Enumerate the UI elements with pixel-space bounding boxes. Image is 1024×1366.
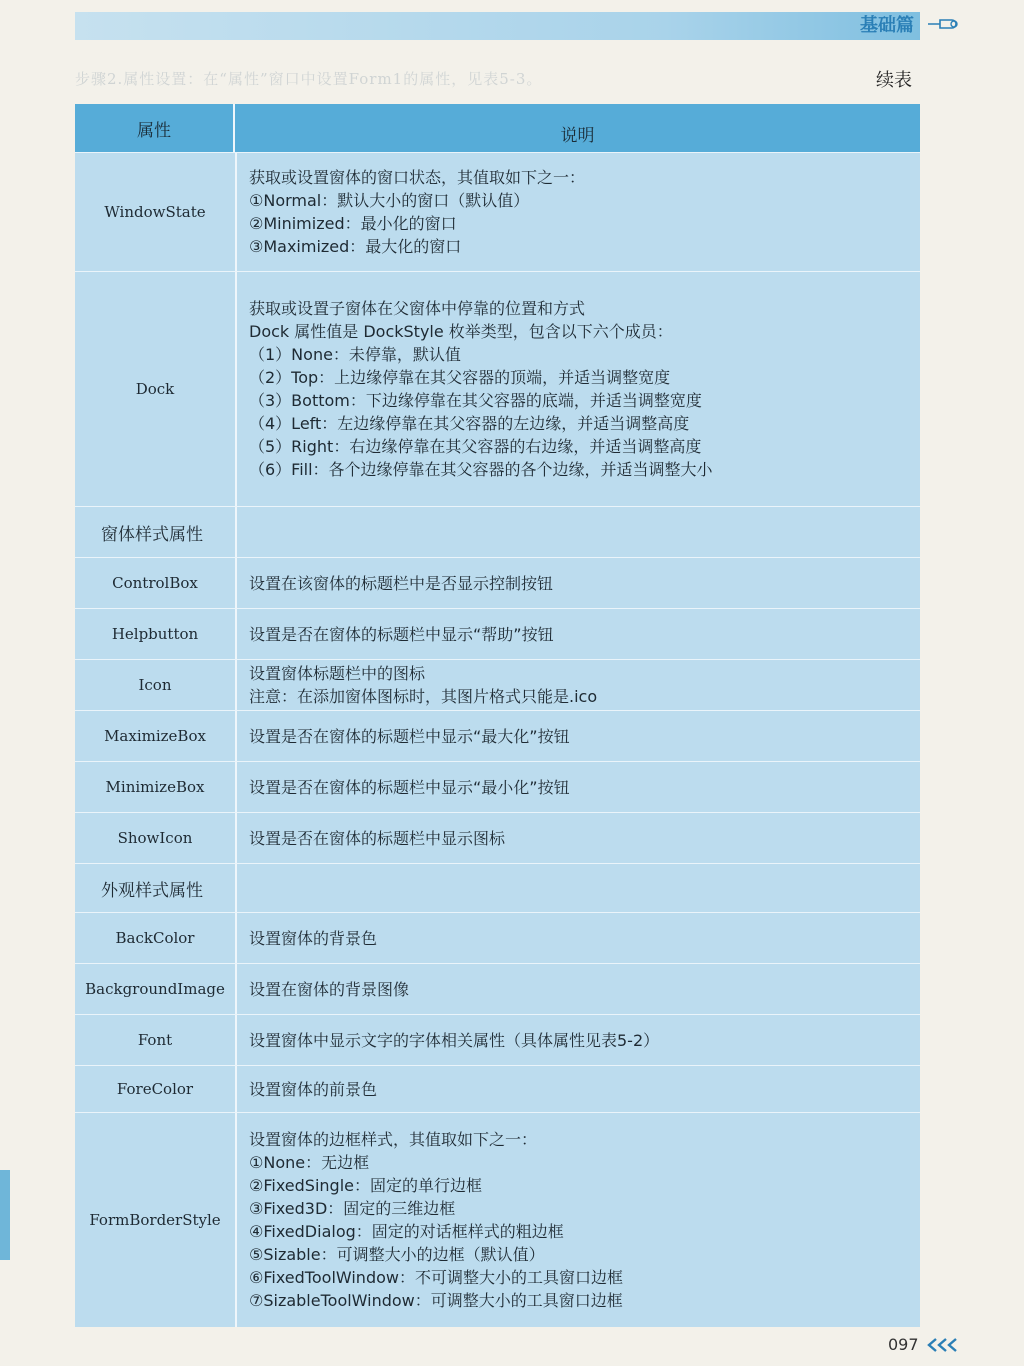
property-description [237,813,920,863]
property-description [237,153,920,271]
continued-label: 续表 [876,70,912,91]
property-description [237,964,920,1014]
description-line: 设置窗体的背景色 [249,928,378,948]
description-line: 获取或设置窗体的窗口状态，其值取如下之一： [249,168,586,187]
description-line: ⑤Sizable：可调整大小的边框（默认值） [249,1245,545,1264]
property-name: FormBorderStyle [75,1113,237,1327]
table-row [75,1112,920,1327]
property-description [237,558,920,608]
table-group-row [75,506,920,557]
group-title: 窗体样式属性 [75,507,237,557]
description-line: 设置窗体中显示文字的字体相关属性（具体属性见表5-2） [249,1030,660,1050]
table-body [75,152,920,1327]
table-row [75,659,920,710]
property-description [237,507,920,557]
page-number: 097 [888,1335,919,1354]
description-line: 注意：在添加窗体图标时，其图片格式只能是.ico [249,687,598,706]
header-bar [75,12,920,40]
property-name: ShowIcon [75,813,237,863]
table-row [75,912,920,963]
description-line: （5）Right：右边缘停靠在其父容器的右边缘，并适当调整高度 [249,437,702,456]
property-name: Font [75,1015,237,1065]
table-row [75,608,920,659]
property-description [237,711,920,761]
description-line: 设置窗体的边框样式，其值取如下之一： [249,1130,538,1149]
table-group-row [75,863,920,912]
property-description [237,609,920,659]
description-line: ②FixedSingle：固定的单行边框 [249,1176,482,1195]
description-line: 设置是否在窗体的标题栏中显示图标 [249,828,506,848]
property-description [237,864,920,912]
group-title: 外观样式属性 [75,864,237,912]
description-line: 获取或设置子窗体在父窗体中停靠的位置和方式 [249,299,586,318]
description-line: （2）Top：上边缘停靠在其父容器的顶端，并适当调整宽度 [249,368,671,387]
property-name: ControlBox [75,558,237,608]
description-line: 设置窗体标题栏中的图标 [249,664,426,683]
pointing-hand-icon [926,14,960,34]
description-line: ③Maximized：最大化的窗口 [249,237,462,256]
property-name: ForeColor [75,1066,237,1112]
property-name: MaximizeBox [75,711,237,761]
table-row [75,152,920,271]
table-row [75,557,920,608]
property-description [237,660,920,710]
description-line: （4）Left：左边缘停靠在其父容器的左边缘，并适当调整高度 [249,414,690,433]
table-row [75,1065,920,1112]
description-line: （6）Fill：各个边缘停靠在其父容器的各个边缘，并适当调整大小 [249,460,713,479]
property-name: MinimizeBox [75,762,237,812]
description-line: 设置是否在窗体的标题栏中显示“最大化”按钮 [249,726,570,746]
table-row [75,710,920,761]
property-description [237,1015,920,1065]
header-cell-property: 属性 [75,104,235,152]
property-description [237,762,920,812]
page-edge-tab [0,1170,10,1260]
bleed-through-text: 步骤2.属性设置：在“属性”窗口中设置Form1的属性，见表5-3。 [75,70,543,88]
table-row [75,812,920,863]
table-row [75,761,920,812]
description-line: ①Normal：默认大小的窗口（默认值） [249,191,530,210]
property-name: Icon [75,660,237,710]
property-description [237,1066,920,1112]
description-line: 设置窗体的前景色 [249,1079,378,1099]
description-line: ①None：无边框 [249,1153,370,1172]
table-header [75,104,920,152]
description-line: ④FixedDialog：固定的对话框样式的粗边框 [249,1222,564,1241]
description-line: ②Minimized：最小化的窗口 [249,214,457,233]
property-table [75,104,920,1327]
description-line: Dock 属性值是 DockStyle 枚举类型，包含以下六个成员： [249,322,673,341]
description-line: ⑦SizableToolWindow：可调整大小的工具窗口边框 [249,1291,623,1310]
description-line: 设置是否在窗体的标题栏中显示“最小化”按钮 [249,777,570,797]
property-name: Helpbutton [75,609,237,659]
property-name: Dock [75,272,237,506]
property-name: WindowState [75,153,237,271]
property-name: BackgroundImage [75,964,237,1014]
property-name: BackColor [75,913,237,963]
description-line: （1）None：未停靠，默认值 [249,345,461,364]
table-row [75,271,920,506]
table-row [75,963,920,1014]
header-cell-description: 说明 [560,126,595,146]
property-description [237,1113,920,1327]
description-line: ③Fixed3D：固定的三维边框 [249,1199,456,1218]
description-line: ⑥FixedToolWindow：不可调整大小的工具窗口边框 [249,1268,623,1287]
description-line: 设置在该窗体的标题栏中是否显示控制按钮 [249,573,554,593]
property-description [237,913,920,963]
description-line: （3）Bottom：下边缘停靠在其父容器的底端，并适当调整宽度 [249,391,702,410]
description-line: 设置在窗体的背景图像 [249,979,410,999]
table-row [75,1014,920,1065]
section-label: 基础篇 [860,15,914,36]
triple-chevron-left-icon [926,1338,962,1352]
property-description [237,272,920,506]
description-line: 设置是否在窗体的标题栏中显示“帮助”按钮 [249,624,554,644]
